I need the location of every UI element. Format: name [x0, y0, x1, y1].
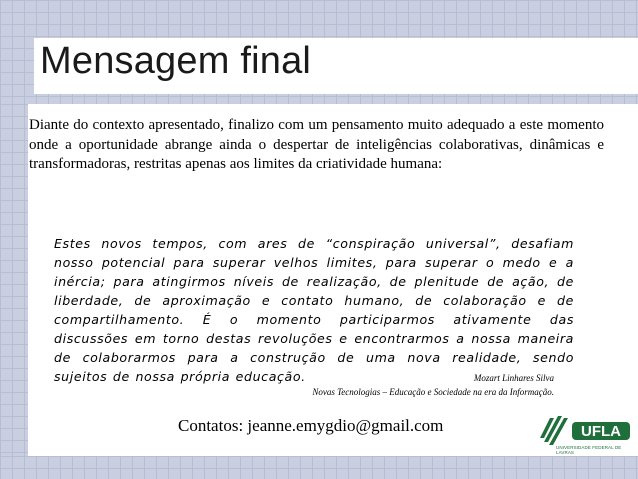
intro-paragraph: Diante do contexto apresentado, finalizo com um pensamento muito adequado a este momento onde a oportunidade abrange ainda o despertar de inteligências colaborativas, dinâmicas e transformadoras, restritas apenas aos limites da criatividade humana:	[29, 117, 604, 172]
left-pattern-band	[0, 104, 28, 456]
ufla-emblem-icon	[540, 416, 568, 445]
ufla-wordmark: UFLA	[581, 423, 621, 440]
quote-source: Novas Tecnologias – Educação e Sociedade na era da Informação.	[312, 387, 554, 397]
quote-paragraph: Estes novos tempos, com ares de “conspiração universal”, desafiam nosso potencial para superar velhos limites, para superar o medo e a inércia; para atingirmos níveis de realização, de plenitude de ação, de liberdade, de aproximação e contato humano, de colaboração e de compartilhamento. É o momento participarmos ativamente das discussões em torno destas revoluções e encontrarmos a nossa maneira de colaborarmos para a construção de uma nova realidade, sendo sujeitos de nossa própria educação.	[54, 236, 574, 384]
slide-title: Mensagem final	[40, 40, 312, 82]
ufla-subtext: UNIVERSIDADE FEDERAL DE LAVRAS	[556, 445, 622, 455]
quote-author: Mozart Linhares Silva	[473, 373, 554, 383]
contacts-line: Contatos: jeanne.emygdio@gmail.com	[178, 416, 444, 435]
bottom-pattern-band	[0, 456, 638, 479]
